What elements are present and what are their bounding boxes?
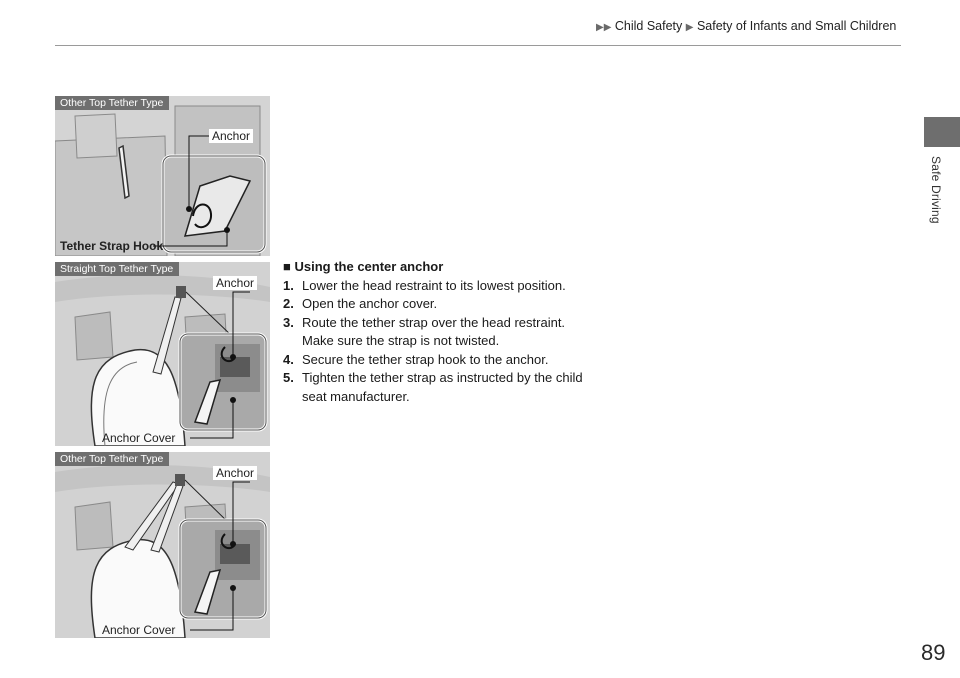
list-item [283,277,603,296]
list-item [283,314,603,351]
callout-anchor: Anchor [213,466,257,480]
figure-tag: Other Top Tether Type [55,96,169,110]
section-heading [283,258,603,277]
figure-tag: Straight Top Tether Type [55,262,179,276]
step-number: 3. [283,314,294,330]
section-marker-icon: ■ [283,259,291,274]
breadcrumb-item-child-safety[interactable]: Child Safety [614,19,683,33]
step-number: 4. [283,351,294,367]
side-tab-label[interactable]: Safe Driving [929,156,943,224]
page-number: 89 [921,640,946,665]
instruction-section [283,258,603,406]
step-text: Secure the tether strap hook to the anchor. [302,351,549,367]
callout-anchor: Anchor [209,129,253,143]
breadcrumb-item-safety-of-infants[interactable]: Safety of Infants and Small Children [696,19,897,33]
step-number: 2. [283,296,294,311]
step-number: 5. [283,370,294,385]
side-tab-marker [924,117,960,147]
figure-illustration [55,96,270,256]
callout-anchor-cover: Anchor Cover [102,623,176,637]
step-text: Tighten the tether strap as instructed by the child seat manufacturer. [302,370,583,404]
list-item [283,351,603,370]
breadcrumb [596,19,896,33]
callout-tether-strap-hook: Tether Strap Hook [60,239,164,253]
figure-tag: Other Top Tether Type [55,452,169,466]
step-text: Open the anchor cover. [302,296,438,311]
callout-anchor-cover: Anchor Cover [102,431,176,445]
figure-straight-top-tether [55,262,270,446]
step-number: 1. [283,277,294,293]
callout-anchor: Anchor [213,276,257,290]
breadcrumb-arrow-icon: ▶▶ [596,22,612,33]
step-note: Make sure the strap is not twisted. [302,333,500,348]
step-text: Route the tether strap over the head restraint. [302,314,566,330]
list-item [283,369,603,406]
figure-other-top-tether-2 [55,452,270,638]
figure-other-top-tether-1 [55,96,270,256]
section-heading-text: Using the center anchor [294,259,444,274]
header-divider [55,45,901,46]
breadcrumb-arrow-icon: ▶ [685,22,694,33]
step-text: Lower the head restraint to its lowest position. [302,277,566,293]
list-item [283,295,603,314]
steps-list [283,277,603,407]
